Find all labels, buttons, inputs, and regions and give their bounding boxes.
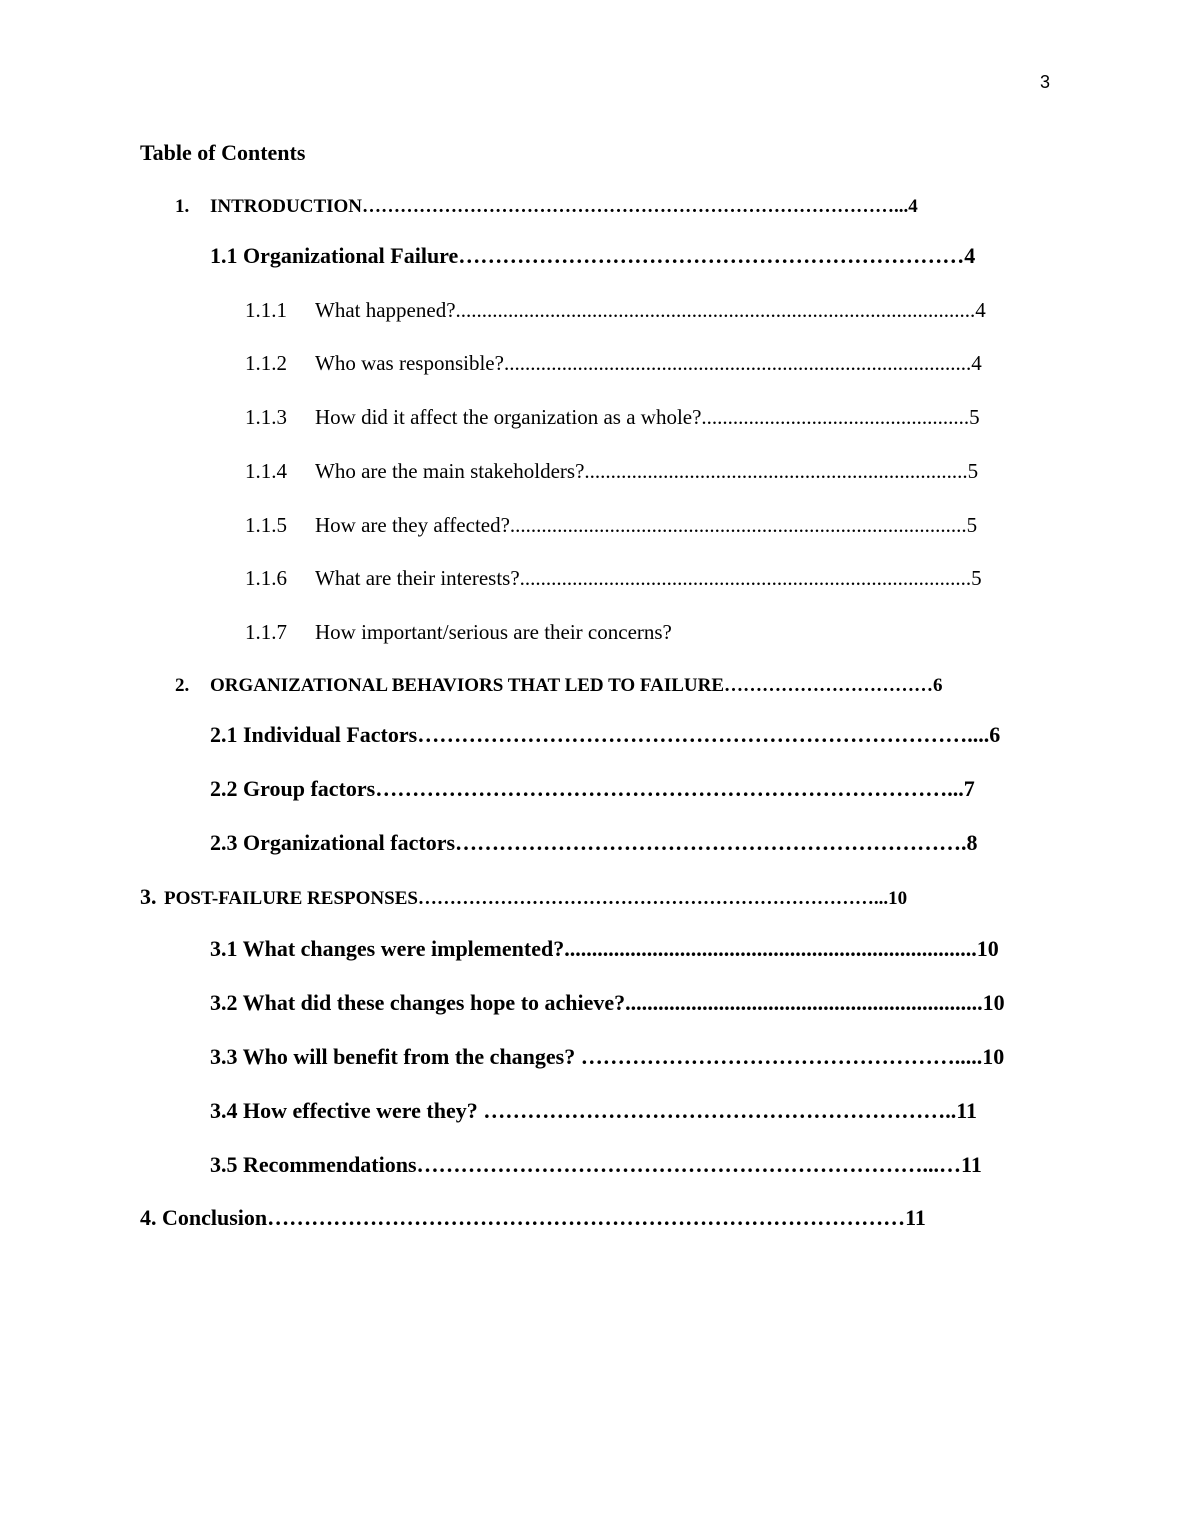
toc-entry-who-was-responsible[interactable] <box>245 351 1050 376</box>
toc-entry-number: 1.1.3 <box>245 405 287 429</box>
toc-entry-text: POST-FAILURE RESPONSES………………………………………………………………...10 <box>164 888 908 909</box>
toc-entry-text: 3.4 How effective were they? ………………………………………………………..11 <box>210 1098 978 1123</box>
toc-entry-main-stakeholders[interactable] <box>245 459 1048 484</box>
toc-entry-changes-hope[interactable] <box>210 990 1050 1016</box>
toc-entry-who-benefit[interactable] <box>210 1044 1050 1070</box>
toc-entry-number: 2. <box>175 675 190 696</box>
toc-entry-text: How did it affect the organization as a whole?...................................................5 <box>315 405 980 429</box>
toc-entry-post-failure-responses[interactable] <box>140 884 1050 910</box>
toc-entry-group-factors[interactable] <box>210 776 1048 802</box>
toc-entry-conclusion[interactable] <box>140 1205 1048 1231</box>
toc-entry-text: 2.2 Group factors……………………………………………………………………...7 <box>210 776 975 801</box>
toc-entry-number: 1. <box>175 196 190 217</box>
toc-entry-changes-implemented[interactable] <box>210 936 1050 962</box>
toc-entry-text: What happened?...................................................................................................4 <box>315 298 986 322</box>
toc-entry-number: 3. <box>140 884 157 909</box>
toc-entry-organizational-failure[interactable] <box>210 243 1050 269</box>
toc-entry-text: 2.3 Organizational factors…………………………………………………………….8 <box>210 830 978 855</box>
toc-entry-text: 2.1 Individual Factors…………………………………………………………………....6 <box>210 722 1001 747</box>
toc-entry-how-effective[interactable] <box>210 1098 1050 1124</box>
toc-entry-number: 1.1.4 <box>245 459 287 483</box>
toc-entry-introduction[interactable] <box>175 196 1050 218</box>
toc-entry-number: 1.1.6 <box>245 566 287 590</box>
toc-entry-text: 3.1 What changes were implemented?...........................................................................10 <box>210 936 999 961</box>
toc-entry-text: What are their interests?......................................................................................5 <box>315 566 982 590</box>
toc-entry-organizational-factors[interactable] <box>210 830 1050 856</box>
toc-entry-text: INTRODUCTION…………………………………………………………………………...4 <box>210 196 918 217</box>
toc-entry-how-affected[interactable] <box>245 513 1048 538</box>
toc-entry-organization-effect[interactable] <box>245 405 1050 430</box>
toc-entry-text: Who was responsible?.........................................................................................4 <box>315 351 982 375</box>
toc-entry-what-happened[interactable] <box>245 298 1050 323</box>
toc-entry-number: 1.1.1 <box>245 298 287 322</box>
toc-entry-their-interests[interactable] <box>245 566 1050 591</box>
toc-entry-text: 4. Conclusion……………………………………………………………………………11 <box>140 1205 926 1230</box>
toc-entry-individual-factors[interactable] <box>210 722 1050 748</box>
toc-entry-text: 3.2 What did these changes hope to achieve?.................................................................10 <box>210 990 1005 1015</box>
toc-entry-number: 1.1.7 <box>245 620 287 644</box>
toc-entry-text: 1.1 Organizational Failure……………………………………………………………4 <box>210 243 976 268</box>
toc-entry-organizational-behaviors[interactable] <box>175 675 1050 697</box>
toc-entry-text: 3.5 Recommendations……………………………………………………………...…11 <box>210 1152 982 1177</box>
toc-entry-number: 1.1.5 <box>245 513 287 537</box>
toc-entry-recommendations[interactable] <box>210 1152 1050 1178</box>
toc-entry-concerns[interactable] <box>245 620 1050 645</box>
toc-entry-text: 3.3 Who will benefit from the changes? …………………………………………….....10 <box>210 1044 1005 1069</box>
toc-entry-text: How are they affected?.......................................................................................5 <box>315 513 978 537</box>
toc-entry-number: 1.1.2 <box>245 351 287 375</box>
toc-entry-text: ORGANIZATIONAL BEHAVIORS THAT LED TO FAILURE……………………………6 <box>210 675 943 696</box>
toc-entry-text: Who are the main stakeholders?.........................................................................5 <box>315 459 979 483</box>
toc-title: Table of Contents <box>140 140 306 165</box>
toc-entry-text: How important/serious are their concerns? <box>315 620 672 644</box>
page-number: 3 <box>1039 72 1050 92</box>
